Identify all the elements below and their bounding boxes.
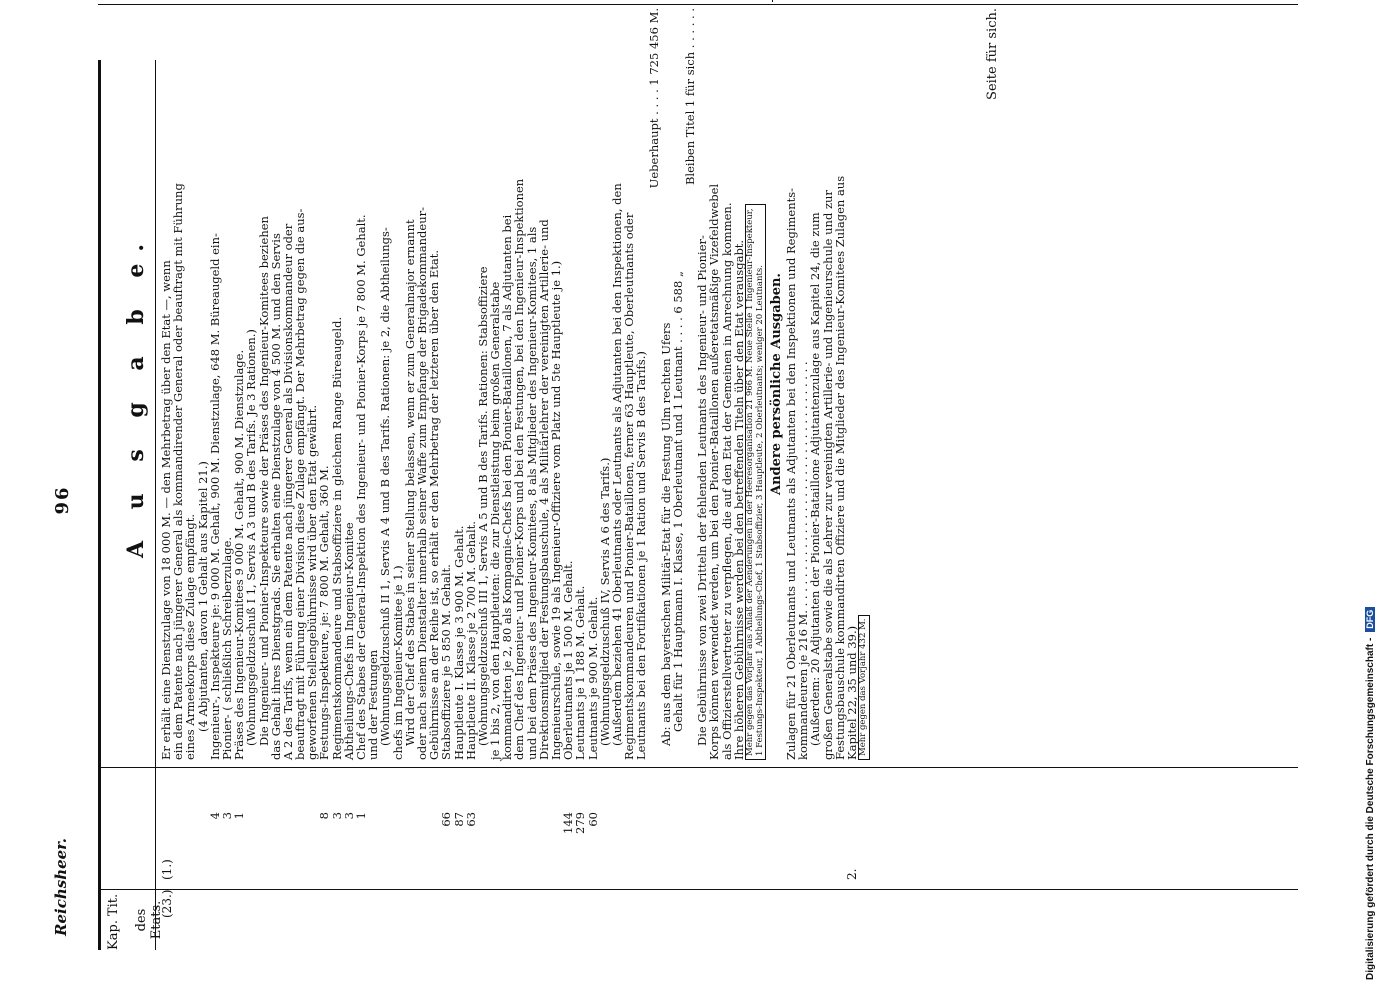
line-text: Die Ingenieur- und Pionier-Inspekteure sowie der Präses des Ingenieur-Komitees beziehen [256, 216, 271, 746]
line-text: geworfenen Stellengebührnisse wird über den Etat gewährt. [305, 404, 320, 760]
line-text: Leutnants je 900 M. Gehalt. [585, 596, 600, 760]
line-text: ein dem Patente nach jüngerer General als kommandirender General oder beauftragt mit Führung [171, 183, 186, 760]
line-text: Hauptleute I. Klasse je 3 900 M. Gehalt. [451, 525, 466, 760]
count-number: 63 [463, 812, 478, 827]
line-text: Festungs-Inspekteure, je: 7 800 M. Gehalt, 360 M. [317, 465, 332, 760]
line-text: (Wohnungsgeldzuschuß III 1, Servis A 5 und B des Tarifs. Rationen: Stabsoffiziere [475, 266, 490, 746]
line-text: (4 Abjutanten, davon 1 Gehalt aus Kapitel 21.) [195, 461, 210, 732]
tit2-value: 2. [845, 868, 859, 880]
header-kap: Kap. [106, 920, 121, 950]
page-number: 96 [52, 485, 73, 515]
betrag-line-3 [128, 0, 141, 5]
line-text: Chef des Stabes der General-Inspektion des Ingenieur- und Pionier-Korps je 7 800 M. Gehalt. [354, 214, 368, 760]
line-text: Ingenieurschule, sowie 19 als Ingenieur-Offiziere vom Platz und 5te Hauptleute je 1.) [549, 260, 563, 760]
line-text: dem Chef des Ingenieur- und Pionier-Korps und bei den Festungen, bei den Ingenieur-Inspektionen [512, 178, 527, 760]
count-number: 8 [317, 812, 332, 820]
line-text: A 2 des Tarifs, wenn ein dem Patente nach jüngerer General als Divisionskommandeur oder [280, 223, 295, 760]
count-number: 3 [219, 812, 234, 820]
line-text: Leutnants bei den Fortifikationen je 1 Ration und Servis B des Tarifs.) [634, 351, 649, 760]
note-1-line-b: 1 Festungs-Inspekteur, 1 Abtheilungs-Chef, 1 Stabsoffizier, 3 Hauptleute, 2 Oberleutnants; weniger 20 Leutnants. [754, 265, 765, 756]
subsection-title: Andere persönliche Ausgaben. [769, 273, 784, 495]
line-text: Direktionsmitglied der Festungsbauschule, 4 als Militärlehrer der vereinigten Artillerie- und [536, 219, 551, 760]
body-line [846, 8, 858, 760]
body-line [769, 8, 785, 760]
note-box-1 [745, 204, 766, 760]
body-line [765, 8, 769, 760]
line-text: (Wohnungsgeldzuschuß IV, Servis A 6 des Tarifs.) [597, 457, 612, 746]
header-rule [155, 60, 156, 950]
line-text: großen Generalstabe sowie die als Lehrer zur vereinigten Artillerie- und Ingenieurschule und zur [820, 190, 835, 760]
betrag-line-1 [102, 0, 115, 5]
line-text: Er erhält eine Dienstzulage von 18 000 M. — den Mehrbetrag über den Etat —, wenn [159, 260, 173, 760]
line-text: Ueberhaupt . . . . 1 725 456 M. [646, 8, 661, 189]
col-divider-1 [98, 889, 1298, 890]
side-credit-text: Digitalisierung gefördert durch die Deutsche Forschungsgemeinschaft - [1365, 637, 1376, 980]
line-text: Wird der Chef des Stabes in seiner Stellung belassen, wenn er zum Generalmajor ernannt [402, 219, 417, 746]
line-text: Ihre höheren Gebührnisse werden bei den betreffenden Titeln über den Etat verausgabt. [731, 239, 746, 760]
line-text: und bei dem Präses des Ingenieur-Komitees, 8 als Mitglieder des Ingenieur-Komitees, 1 als [524, 226, 539, 760]
line-text: oder nach seinem Dienstalter innerhalb seiner Waffe zum Empfange der Brigadekommandeur- [414, 206, 429, 760]
count-number: 279 [573, 812, 588, 834]
line-text: Gebührnisse an der Reihe ist, so erhält er den Mehrbetrag der letzteren über den Etat. [427, 250, 442, 760]
top-rule [98, 60, 101, 950]
line-text: kommandeuren je 216 M. . . . . . . . . . . . . . . . . . . . . . . . . . . . . . . . . . . [796, 361, 811, 760]
count-number: 1 [354, 812, 368, 820]
line-text: eines Armeekorps diese Zulage empfängt. [183, 513, 198, 760]
body-text [159, 8, 872, 834]
body-line [858, 8, 872, 760]
count-number: 144 [561, 812, 576, 834]
line-text: Leutnants je 1 188 M. Gehalt. [573, 585, 588, 760]
side-credit [1365, 20, 1383, 980]
body-line [733, 8, 745, 760]
line-text: Zulagen für 21 Oberleutnants und Leutnants als Adjutanten bei den Inspektionen und Regiments- [784, 187, 798, 760]
body-line [745, 8, 765, 760]
line-text: Regimentskommandeure und Stabsoffiziere in gleichem Range Büreaugeld. [329, 316, 344, 760]
line-text: Die Gebührnisse von zwei Dritteln der fehlenden Leutnants des Ingenieur- und Pionier- [695, 235, 710, 746]
line-text: (Außerdem: 20 Adjutanten der Pionier-Bataillone Adjutantenzulage aus Kapitel 24, die zum [808, 212, 823, 746]
tit-value: (1.) [160, 859, 174, 880]
note-box-2: Mehr gegen das Vorjahr 432 M. [858, 615, 870, 760]
line-text: beauftragt mit Führung einer Division diese Zulage empfängt. Der Mehrbetrag gegen die aus- [293, 208, 308, 760]
line-text: Präses des Ingenieur-Komitees 9 000 M. Gehalt, 900 M. Dienstzulage. [232, 349, 247, 760]
count-number: 60 [585, 812, 600, 827]
line-text: Abtheilungs-Chefs im Ingenieur-Komitee [341, 522, 356, 760]
amount-title-1 [755, 0, 773, 2]
line-text: (Außerdem beziehen 41 Oberleutnants oder Leutnants als Adjutanten bei den Inspektionen, den [609, 183, 624, 746]
col-divider-3 [98, 4, 1298, 5]
count-number: 3 [341, 812, 356, 820]
count-number: 1 [232, 812, 247, 820]
count-number: 4 [207, 812, 222, 820]
line-text: je 1 bis 2, von den Hauptleuten: die zur Dienstleistung beim großen Generalstabe [488, 281, 503, 760]
line-text: Ingenieur-, Inspekteure je: 9 000 M. Gehalt, 900 M. Dienstzulage, 648 M. Büreaugeld ein- [207, 233, 222, 760]
line-text: und der Festungen [366, 649, 381, 760]
count-number: 3 [329, 812, 344, 820]
col-divider-2 [98, 767, 1298, 768]
line-text: kommandirten je 2, 80 als Kompagnie-Chefs bei den Pionier-Bataillonen, 7 als Adjutanten bei [500, 214, 515, 760]
count-number: 66 [439, 812, 454, 827]
body-line [354, 8, 368, 820]
betrag-line-5 [154, 0, 167, 5]
betrag-line-4 [141, 0, 154, 5]
line-text: Gehalt für 1 Hauptmann I. Klasse, 1 Oberleutnant und 1 Leutnant . . . . 6 588 „ [670, 271, 685, 732]
line-text: Regimentskommandeuren und Pionier-Bataillonen, ferner 63 Hauptleute, Oberleutnants oder [622, 212, 637, 760]
amount-title-2 [900, 0, 915, 2]
line-text: Stabsoffiziere je 5 850 M. Gehalt. [439, 564, 454, 760]
header-tit: Tit. [106, 893, 121, 917]
header-betrag [102, 0, 167, 5]
line-text: (Wohnungsgeldzuschuß II 1, Servis A 4 und B des Tarifs. Rationen: je 2, die Abtheilungs- [378, 227, 393, 746]
line-text: Festungsbauschule kommandirten Offiziere und die Mitglieder des Ingenieur-Komitees Zulagen aus [832, 175, 847, 760]
betrag-line-2 [115, 0, 128, 5]
line-text: Kapitel 22, 35 und 39.) [844, 625, 859, 760]
count-number: 87 [451, 812, 466, 827]
section-heading: A u s g a b e. [123, 231, 149, 559]
line-text: Oberleutnants je 1 500 M. Gehalt. [561, 560, 576, 760]
note-1-line-a: Mehr gegen das Vorjahr aus Anlaß der Aenderungen in der Heeresorganisation 21 966 M. Neue Stelle 1 Ingenieur-Inspekteur, [745, 208, 755, 756]
line-text: Korps können verwendet werden, um bei den Pionier-Bataillonen außeretatsmäßige Vizefeldwebel [707, 183, 722, 760]
line-text: Hauptleute II. Klasse je 2 700 M. Gehalt. [463, 521, 478, 760]
line-text: Bleiben Titel 1 für sich . . . . . . [683, 8, 698, 186]
line-text: Pionier- ( schließlich Schreiberzulage. [219, 536, 234, 760]
line-text: das Gehalt ihres Dienstgrads. Sie erhalten eine Dienstzulage von 4 500 M. und den Servis [268, 233, 283, 760]
running-head: Reichsheer. [52, 838, 70, 936]
header-des-etats: des Etats. [134, 900, 164, 940]
dfg-logo: DFG [1365, 607, 1375, 632]
line-text: chefs im Ingenieur-Komitee je 1.) [390, 565, 405, 760]
line-text: als Offizierstellvertreter zu verpflegen, die auf den Etat der Gemeinen in Anrechnung kommen. [719, 202, 734, 760]
line-text: Ab: aus dem bayerischen Militär-Etat für die Festung Ulm rechten Ufers [658, 322, 673, 746]
continuation-note: Seite für sich. [985, 8, 1000, 100]
line-text: (Wohnungsgeldzuschuß I 1, Servis A 3 und B des Tarifs. Je 3 Rationen.) [244, 329, 259, 746]
kap-value: (23.) [160, 889, 174, 918]
